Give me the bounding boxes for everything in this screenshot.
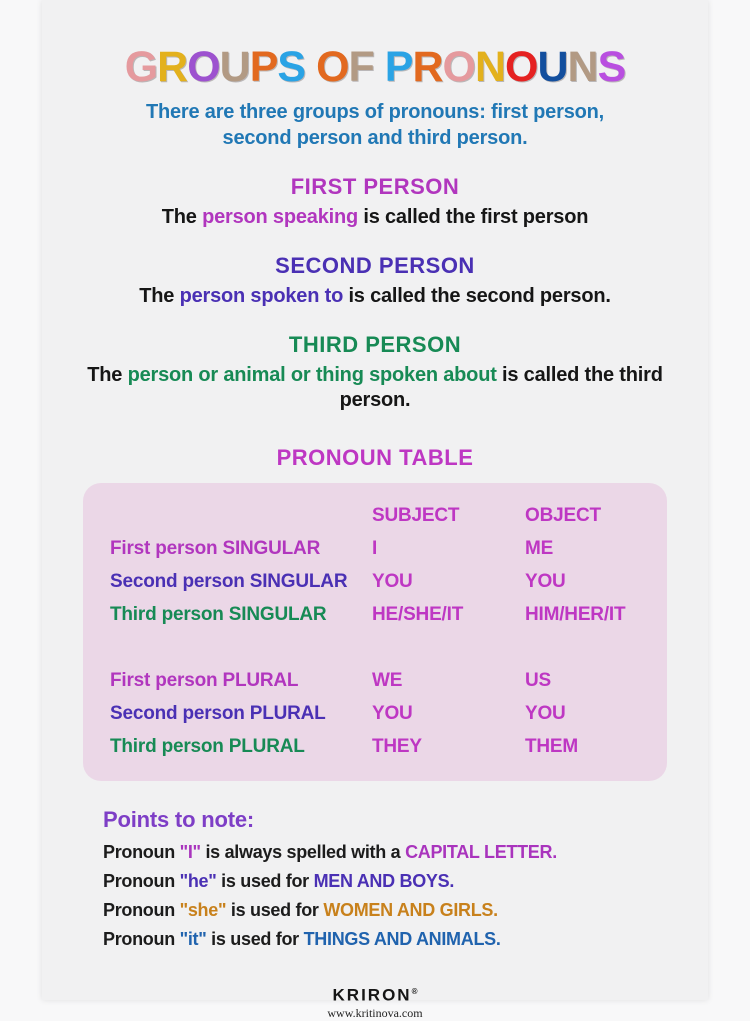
- object-value: ME: [525, 538, 554, 560]
- object-value: HIM/HER/IT: [525, 604, 626, 626]
- title-letter: [305, 43, 316, 91]
- registered-trademark-mark: ®: [411, 987, 418, 997]
- point-it: [103, 929, 708, 949]
- brand-name: KRIRON: [332, 985, 412, 1005]
- row-label: Second person SINGULAR: [110, 571, 348, 593]
- title-letter: G: [124, 43, 158, 91]
- section-second-person: [42, 254, 708, 309]
- text-segment: person or animal or thing spoken about: [127, 364, 497, 387]
- text-segment: is called the second person.: [343, 285, 611, 308]
- subtitle-line-1: There are three groups of pronouns: first person,: [145, 101, 605, 124]
- third-person-definition: [75, 363, 675, 413]
- brand-logo: [42, 983, 708, 1005]
- points-to-note: [42, 807, 708, 949]
- table-group-spacer: [110, 631, 667, 664]
- subject-value: YOU: [372, 571, 413, 593]
- object-value: US: [525, 670, 551, 692]
- text-segment: "it": [179, 929, 207, 950]
- object-value: YOU: [525, 571, 566, 593]
- first-person-heading: FIRST PERSON: [290, 174, 460, 200]
- second-person-heading: SECOND PERSON: [275, 253, 475, 279]
- section-first-person: [42, 175, 708, 230]
- row-label: Third person PLURAL: [110, 736, 305, 758]
- title-letter: U: [537, 43, 568, 91]
- text-segment: is always spelled with a: [200, 842, 406, 863]
- table-row: [110, 697, 667, 730]
- text-segment: Pronoun: [103, 871, 180, 892]
- subject-value: YOU: [372, 703, 413, 725]
- text-segment: is used for: [226, 900, 324, 921]
- subject-value: HE/SHE/IT: [372, 604, 464, 626]
- text-segment: The: [87, 364, 128, 387]
- title-letter: R: [157, 43, 188, 91]
- table-row: [110, 532, 667, 565]
- text-segment: is called the third person.: [339, 364, 663, 412]
- title-letter: S: [277, 43, 306, 91]
- table-row: [110, 565, 667, 598]
- title-letter: [374, 43, 385, 91]
- pronoun-table-header-row: [110, 499, 667, 532]
- title-letter: N: [474, 43, 506, 91]
- table-row: [110, 598, 667, 631]
- points-heading: Points to note:: [103, 807, 254, 833]
- text-segment: Pronoun: [103, 900, 180, 921]
- row-label: First person SINGULAR: [110, 538, 321, 560]
- point-he: [103, 871, 708, 891]
- text-segment: "he": [179, 871, 217, 892]
- text-segment: Pronoun: [103, 842, 180, 863]
- pronouns-poster: [42, 0, 708, 1020]
- text-segment: person speaking: [202, 206, 359, 229]
- text-segment: "I": [179, 842, 201, 863]
- poster-title: [42, 44, 708, 91]
- object-value: YOU: [525, 703, 566, 725]
- title-letter: U: [219, 43, 250, 91]
- text-segment: person spoken to: [179, 285, 344, 308]
- title-letter: O: [316, 43, 349, 91]
- table-row: [110, 664, 667, 697]
- pronoun-table-rows: [110, 532, 667, 763]
- text-segment: CAPITAL LETTER.: [405, 842, 557, 863]
- second-person-definition: [75, 284, 675, 309]
- text-segment: "she": [179, 900, 227, 921]
- object-value: THEM: [525, 736, 579, 758]
- title-letter: F: [348, 43, 374, 91]
- row-label: First person PLURAL: [110, 670, 299, 692]
- title-letter: R: [412, 43, 443, 91]
- title-letter: O: [505, 43, 538, 91]
- subject-value: WE: [372, 670, 403, 692]
- point-she: [103, 900, 708, 920]
- subject-value: THEY: [372, 736, 422, 758]
- title-letter: S: [597, 43, 626, 91]
- text-segment: WOMEN AND GIRLS.: [323, 900, 498, 921]
- object-column-header: OBJECT: [525, 505, 601, 527]
- row-label: Third person SINGULAR: [110, 604, 327, 626]
- text-segment: The: [161, 206, 203, 229]
- title-letter: O: [187, 43, 220, 91]
- title-letter: O: [442, 43, 475, 91]
- footer-branding: [42, 983, 708, 1021]
- pronoun-table-heading: PRONOUN TABLE: [276, 445, 474, 471]
- text-segment: is used for: [216, 871, 314, 892]
- text-segment: is used for: [206, 929, 304, 950]
- text-segment: MEN AND BOYS.: [313, 871, 455, 892]
- text-segment: is called the first person: [358, 206, 589, 229]
- subtitle-line-2: second person and third person.: [222, 127, 528, 150]
- poster-subtitle: [42, 99, 708, 151]
- text-segment: Pronoun: [103, 929, 180, 950]
- text-segment: THINGS AND ANIMALS.: [303, 929, 501, 950]
- title-letter: N: [567, 43, 598, 91]
- header-spacer-cell: [110, 499, 372, 532]
- section-third-person: [42, 333, 708, 413]
- subject-value: I: [372, 538, 378, 560]
- third-person-heading: THIRD PERSON: [288, 332, 462, 358]
- table-row: [110, 730, 667, 763]
- subject-column-header: SUBJECT: [372, 505, 460, 527]
- title-letter: P: [384, 43, 413, 91]
- title-letter: P: [249, 43, 278, 91]
- text-segment: The: [139, 285, 180, 308]
- brand-url: www.kritinova.com: [327, 1005, 423, 1020]
- pronoun-table: [83, 483, 667, 781]
- point-capital-letter: [103, 842, 708, 862]
- row-label: Second person PLURAL: [110, 703, 326, 725]
- first-person-definition: [75, 205, 675, 230]
